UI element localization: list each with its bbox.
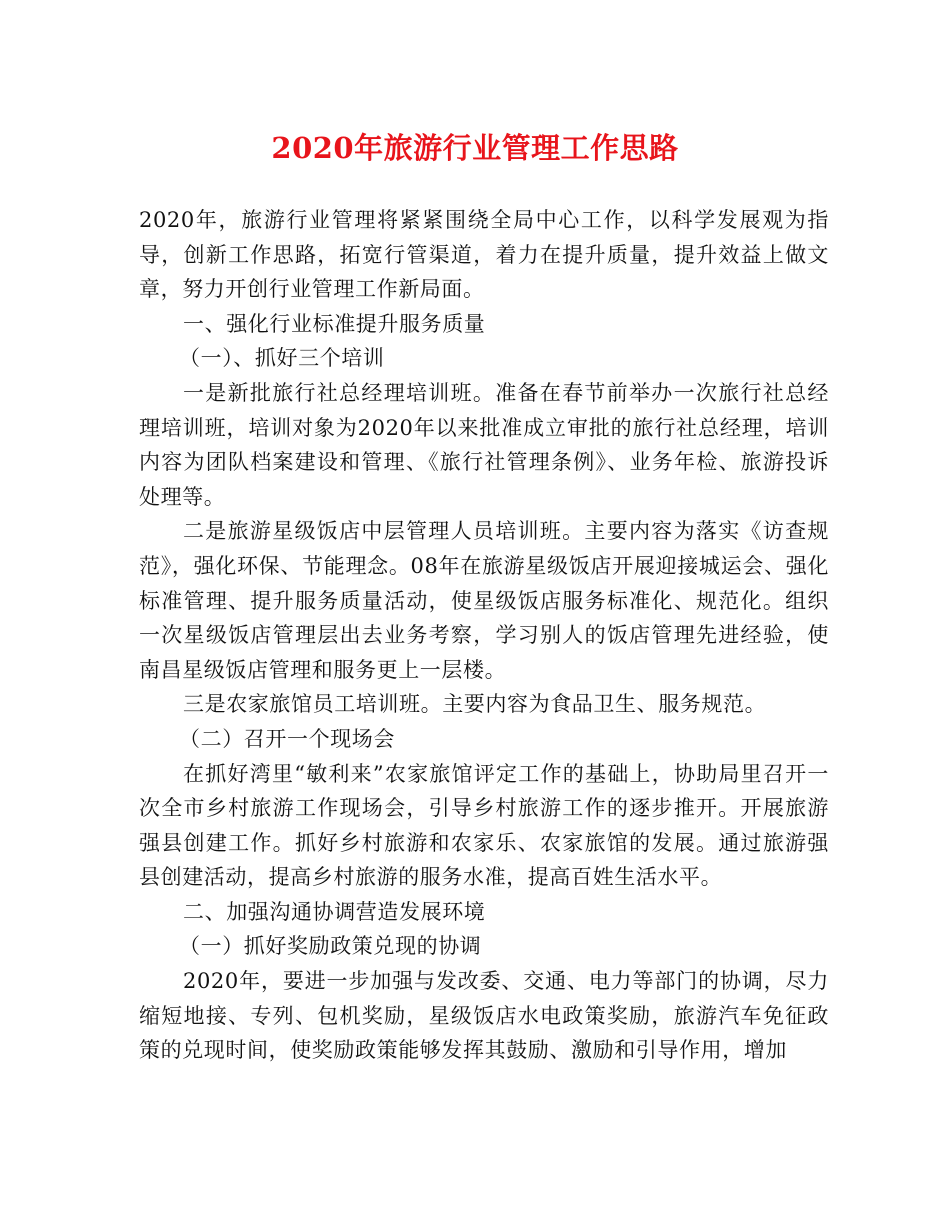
body-paragraph: 一是新批旅行社总经理培训班。准备在春节前举办一次旅行社总经理培训班，培训对象为2020年以来批准成立审批的旅行社总经理，培训内容为团队档案建设和管理、《旅行社管理条例》、业务年检、旅游投诉处理等。	[139, 380, 829, 509]
body-paragraph: 二是旅游星级饭店中层管理人员培训班。主要内容为落实《访查规范》，强化环保、节能理念。08年在旅游星级饭店开展迎接城运会、强化标准管理、提升服务质量活动，使星级饭店服务标准化、规范化。组织一次星级饭店管理层出去业务考察，学习别人的饭店管理先进经验，使南昌星级饭店管理和服务更上一层楼。	[139, 519, 829, 682]
body-paragraph: 三是农家旅馆员工培训班。主要内容为食品卫生、服务规范。	[183, 692, 767, 717]
subsection-heading-1-1: （一）、抓好三个培训	[179, 346, 385, 371]
document-title: 2020年旅游行业管理工作思路	[271, 131, 679, 165]
document-body	[139, 203, 829, 1068]
subsection-heading-2-1: （一）抓好奖励政策兑现的协调	[179, 934, 482, 959]
section-heading-1: 一、强化行业标准提升服务质量	[183, 311, 486, 336]
intro-paragraph: 2020年，旅游行业管理将紧紧围绕全局中心工作，以科学发展观为指导，创新工作思路，拓宽行管渠道，着力在提升质量，提升效益上做文章，努力开创行业管理工作新局面。	[139, 208, 829, 302]
subsection-heading-1-2: （二）召开一个现场会	[179, 726, 395, 751]
body-paragraph: 2020年，要进一步加强与发改委、交通、电力等部门的协调，尽力缩短地接、专列、包机奖励，星级饭店水电政策奖励，旅游汽车免征政策的兑现时间，使奖励政策能够发挥其鼓励、激励和引导作用，增加	[139, 969, 829, 1063]
section-heading-2: 二、加强沟通协调营造发展环境	[183, 899, 486, 924]
body-paragraph: 在抓好湾里“敏利来”农家旅馆评定工作的基础上，协助局里召开一次全市乡村旅游工作现场会，引导乡村旅游工作的逐步推开。开展旅游强县创建工作。抓好乡村旅游和农家乐、农家旅馆的发展。通过旅游强县创建活动，提高乡村旅游的服务水准，提高百姓生活水平。	[139, 761, 829, 890]
